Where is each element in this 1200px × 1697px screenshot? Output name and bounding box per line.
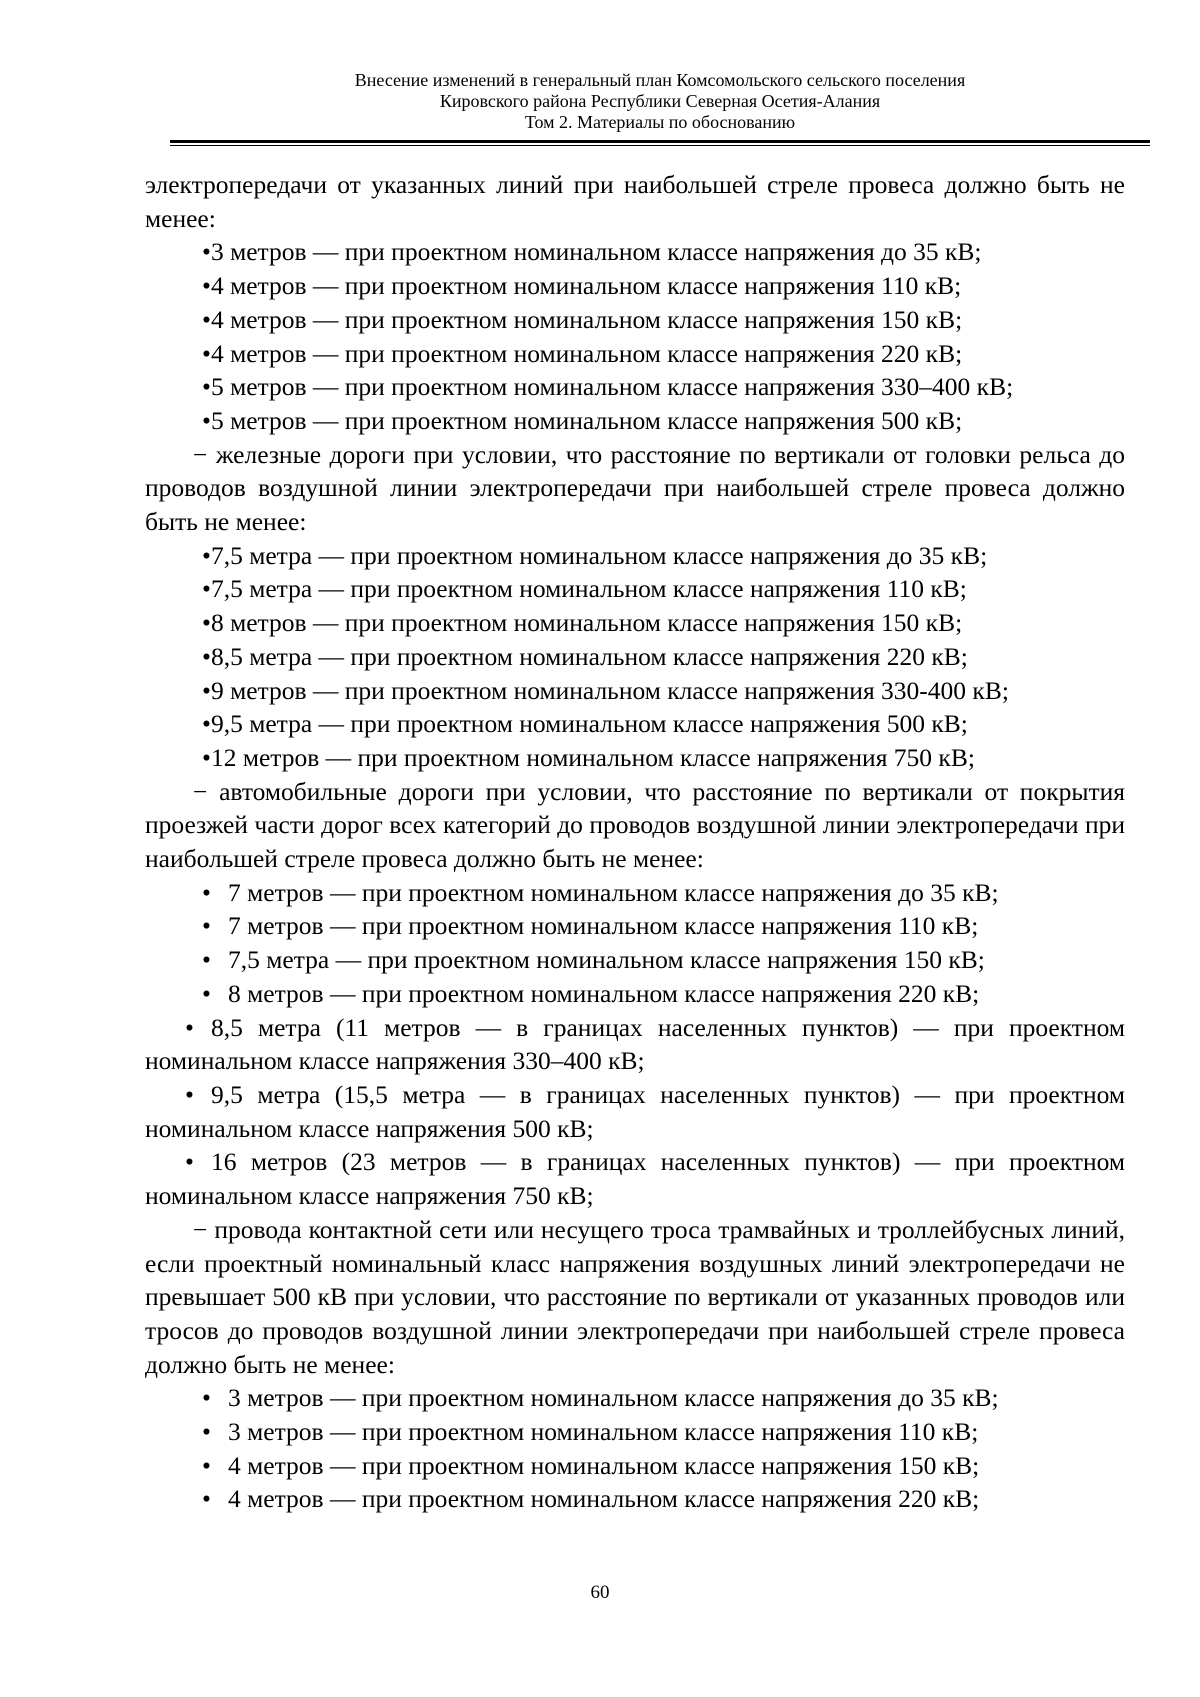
bullet-icon: • — [202, 945, 211, 975]
list-item: •7,5 метра — при проектном номинальном классе напряжения до 35 кВ; — [145, 539, 1125, 573]
bullet-list-2 — [145, 539, 1125, 775]
bullet-icon: • — [202, 675, 211, 705]
header-line-2: Кировского района Республики Северная Осетия-Алания — [439, 91, 881, 111]
list-item: •8 метров — при проектном номинальном классе напряжения 150 кВ; — [145, 606, 1125, 640]
bullet-icon: • — [202, 271, 211, 301]
list-item: • 3 метров — при проектном номинальном классе напряжения 110 кВ; — [145, 1415, 1125, 1449]
bullet-icon: • — [185, 1147, 194, 1177]
list-item: • 8 метров — при проектном номинальном классе напряжения 220 кВ; — [145, 977, 1125, 1011]
list-item: • 7 метров — при проектном номинальном классе напряжения 110 кВ; — [145, 909, 1125, 943]
header-line-1: Внесение изменений в генеральный план Комсомольского сельского поселения — [354, 70, 966, 90]
bullet-icon: • — [202, 641, 211, 671]
list-item: • 7 метров — при проектном номинальном классе напряжения до 35 кВ; — [145, 876, 1125, 910]
header-rule-thin — [170, 145, 1150, 146]
bullet-icon: • — [185, 1012, 194, 1042]
header-line-3: Том 2. Материалы по обоснованию — [524, 112, 796, 132]
list-item: • 16 метров (23 метров — в границах населенных пунктов) — при проектном номинальном классе напряжения 750 кВ; — [145, 1147, 1125, 1211]
bullet-icon: • — [202, 574, 211, 604]
bullet-icon: • — [202, 877, 211, 907]
list-item: • 8,5 метра (11 метров — в границах населенных пунктов) — при проектном номинальном классе напряжения 330–400 кВ; — [145, 1012, 1125, 1076]
bullet-icon: • — [202, 540, 211, 570]
document-body — [145, 168, 1125, 1516]
list-item: •4 метров — при проектном номинальном классе напряжения 220 кВ; — [145, 337, 1125, 371]
list-item: •3 метров — при проектном номинальном классе напряжения до 35 кВ; — [145, 235, 1125, 269]
bullet-list-1 — [145, 235, 1125, 437]
bullet-icon: • — [202, 1450, 211, 1480]
bullet-icon: • — [202, 237, 211, 267]
bullet-icon: • — [202, 978, 211, 1008]
list-item: •4 метров — при проектном номинальном классе напряжения 150 кВ; — [145, 303, 1125, 337]
bullet-icon: • — [202, 608, 211, 638]
list-item: •8,5 метра — при проектном номинальном классе напряжения 220 кВ; — [145, 640, 1125, 674]
list-item: •9,5 метра — при проектном номинальном классе напряжения 500 кВ; — [145, 707, 1125, 741]
page-number: 60 — [590, 1582, 610, 1603]
bullet-list-3 — [145, 876, 1125, 1213]
bullet-icon: • — [202, 304, 211, 334]
list-item: •5 метров — при проектном номинальном классе напряжения 500 кВ; — [145, 404, 1125, 438]
list-item: • 4 метров — при проектном номинальном классе напряжения 150 кВ; — [145, 1449, 1125, 1483]
list-item: •5 метров — при проектном номинальном классе напряжения 330–400 кВ; — [145, 370, 1125, 404]
list-item: • 7,5 метра — при проектном номинальном классе напряжения 150 кВ; — [145, 943, 1125, 977]
list-item: •7,5 метра — при проектном номинальном классе напряжения 110 кВ; — [145, 572, 1125, 606]
list-item: •12 метров — при проектном номинальном классе напряжения 750 кВ; — [145, 741, 1125, 775]
list-item: • 3 метров — при проектном номинальном классе напряжения до 35 кВ; — [145, 1381, 1125, 1415]
header-rule-thick — [170, 140, 1150, 143]
bullet-icon: • — [202, 911, 211, 941]
list-item: •9 метров — при проектном номинальном классе напряжения 330-400 кВ; — [145, 674, 1125, 708]
header-rule — [170, 140, 1150, 146]
list-item: • 9,5 метра (15,5 метра — в границах населенных пунктов) — при проектном номинальном классе напряжения 500 кВ; — [145, 1079, 1125, 1143]
bullet-list-4 — [145, 1381, 1125, 1516]
paragraph-railways: − железные дороги при условии, что расстояние по вертикали от головки рельса до проводов воздушной линии электропередачи при наибольшей стреле провеса должно быть не менее: — [145, 439, 1125, 537]
bullet-icon: • — [202, 1417, 211, 1447]
bullet-icon: • — [202, 1383, 211, 1413]
list-item: •4 метров — при проектном номинальном классе напряжения 110 кВ; — [145, 269, 1125, 303]
bullet-icon: • — [202, 338, 211, 368]
bullet-icon: • — [202, 372, 211, 402]
bullet-icon: • — [202, 405, 211, 435]
paragraph-roads: − автомобильные дороги при условии, что расстояние по вертикали от покрытия проезжей части дорог всех категорий до проводов воздушной линии электропередачи при наибольшей стреле провеса должно быть не менее: — [145, 776, 1125, 874]
bullet-icon: • — [202, 1484, 211, 1514]
list-item: • 4 метров — при проектном номинальном классе напряжения 220 кВ; — [145, 1482, 1125, 1516]
running-header — [170, 70, 1150, 133]
bullet-icon: • — [185, 1079, 194, 1109]
paragraph-continuation: электропередачи от указанных линий при наибольшей стреле провеса должно быть не менее: — [145, 170, 1125, 233]
paragraph-contact-network: − провода контактной сети или несущего троса трамвайных и троллейбусных линий, если проектный номинальный класс напряжения воздушных линий электропередачи не превышает 500 кВ при условии, что расстояние по вертикали от указанных проводов или тросов до проводов воздушной линии электропередачи при наибольшей стреле провеса должно быть не менее: — [145, 1214, 1125, 1379]
bullet-icon: • — [202, 742, 211, 772]
bullet-icon: • — [202, 709, 211, 739]
